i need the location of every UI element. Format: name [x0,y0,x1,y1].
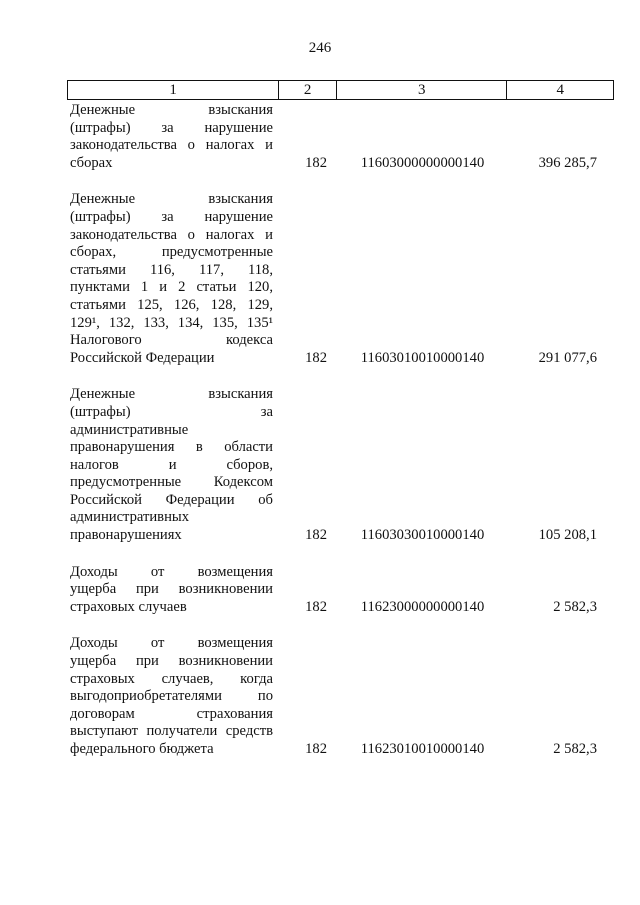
desc-line: статьями 116, 117, 118, [70,261,273,278]
desc-line: (штрафы) за [70,403,273,420]
table-row [67,102,614,172]
row-revenue-code: 11603010010000140 [360,349,485,366]
header-col-1: 1 [68,81,279,99]
row-revenue-code: 11623000000000140 [360,598,485,615]
row-description [67,564,273,617]
row-amount: 2 582,3 [553,598,597,615]
desc-line: выступают получатели средств [70,723,273,740]
desc-line: сборах [70,154,113,171]
row-admin-code: 182 [305,349,327,366]
row-revenue-code: 11603030010000140 [360,527,485,544]
desc-line: статьями 125, 126, 128, 129, [70,296,273,313]
desc-line: (штрафы) за нарушение [70,208,273,225]
header-col-4: 4 [556,81,564,98]
desc-line: административных [70,509,189,526]
desc-line: предусмотренные Кодексом [70,474,273,491]
desc-line: Налогового кодекса [70,332,273,349]
desc-line: (штрафы) за нарушение [70,119,273,136]
desc-line: договорам страхования [70,705,273,722]
row-description [67,635,273,758]
row-amount: 105 208,1 [538,527,597,544]
header-col-2: 2 [279,81,337,99]
desc-line: выгодоприобретателями по [70,688,273,705]
desc-line: налогов и сборов, [70,456,273,473]
desc-line: Денежные взыскания [70,386,273,403]
row-description [67,102,273,172]
table-row [67,564,614,617]
row-amount: 2 582,3 [553,741,597,757]
page-number: 246 [308,40,332,56]
desc-line: Доходы от возмещения [70,635,273,652]
header-col-3: 3 [337,81,507,99]
desc-line: Денежные взыскания [70,191,273,208]
row-admin-code: 182 [305,154,327,171]
desc-line: Доходы от возмещения [70,563,273,580]
row-revenue-code: 11623010010000140 [360,741,485,757]
desc-line: административные [70,421,189,438]
desc-line: страховых случаев, когда [70,670,273,687]
desc-line: ущерба при возникновении [70,653,273,670]
row-admin-code: 182 [305,741,327,757]
desc-line: сборах, предусмотренные [70,244,273,261]
desc-line: Российской Федерации об [70,491,273,508]
desc-line: законодательства о налогах и [70,137,273,154]
row-amount: 396 285,7 [538,154,597,171]
desc-line: страховых случаев [70,598,187,615]
table-row [67,635,614,758]
table-header [67,80,614,100]
table-row [67,386,614,544]
row-admin-code: 182 [305,527,327,544]
row-description [67,386,273,544]
desc-line: федерального бюджета [70,741,214,757]
desc-line: пунктами 1 и 2 статьи 120, [70,279,273,296]
row-admin-code: 182 [305,598,327,615]
table-row [67,191,614,367]
table-body [67,102,614,778]
desc-line: Российской Федерации [70,349,215,366]
desc-line: Денежные взыскания [70,102,273,118]
desc-line: ущерба при возникновении [70,581,273,598]
desc-line: правонарушениях [70,527,182,544]
desc-line: правонарушения в области [70,439,273,456]
row-amount: 291 077,6 [538,349,597,366]
desc-line: 129¹, 132, 133, 134, 135, 135¹ [70,314,273,331]
desc-line: законодательства о налогах и [70,226,273,243]
row-description [67,191,273,367]
row-revenue-code: 11603000000000140 [360,154,485,171]
